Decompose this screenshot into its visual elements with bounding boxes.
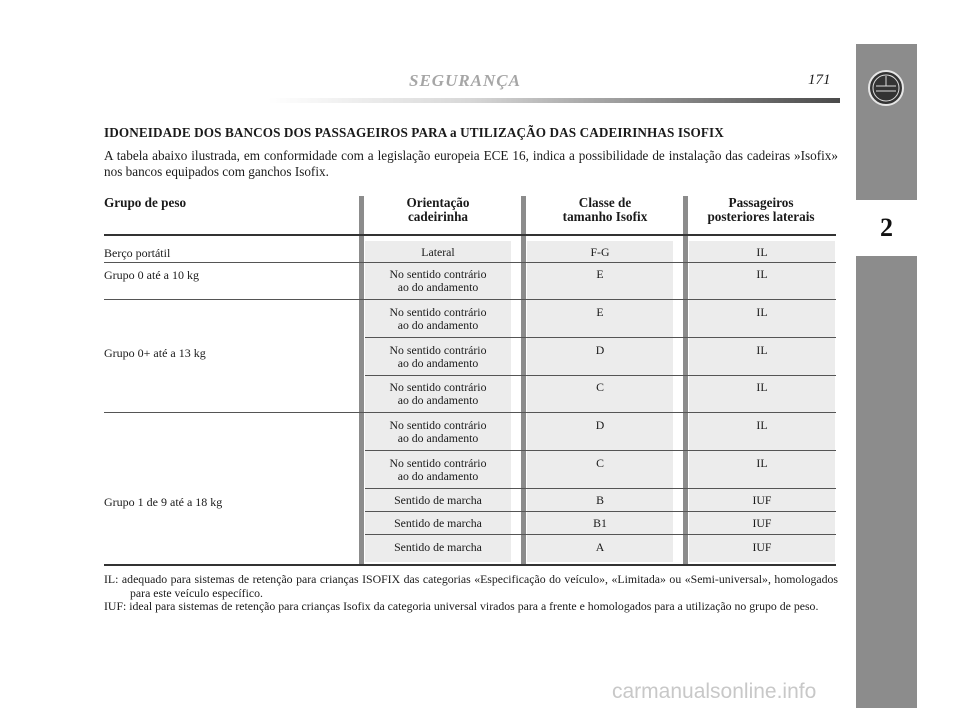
watermark: carmanualsonline.info <box>612 680 817 703</box>
orientation-line: ao do andamento <box>397 469 479 483</box>
rear-column-bg <box>689 241 835 562</box>
group-label: Grupo 0 até a 10 kg <box>104 268 199 282</box>
orientation-line: No sentido contrário <box>389 418 487 432</box>
orientation-line: ao do andamento <box>397 393 479 407</box>
header-orientation <box>368 196 508 224</box>
orientation-cell <box>365 541 511 554</box>
header-orientation-line2: cadeirinha <box>407 209 469 224</box>
intro-paragraph: A tabela abaixo ilustrada, em conformidade com a legislação europeia ECE 16, indica a possibilidade de instalação das cadeiras »Isofix» nos bancos equipados com ganchos Isofix. <box>104 148 838 179</box>
header-rule <box>268 98 840 103</box>
footnotes <box>104 573 838 614</box>
header-weight-group: Grupo de peso <box>104 195 187 210</box>
lancia-logo-icon <box>868 70 904 106</box>
orientation-line: ao do andamento <box>397 280 479 294</box>
row-divider <box>365 511 836 512</box>
orientation-cell <box>365 381 511 407</box>
page-heading: IDONEIDADE DOS BANCOS DOS PASSAGEIROS PARA a UTILIZAÇÃO DAS CADEIRINHAS ISOFIX <box>104 125 724 140</box>
size-cell: D <box>595 343 605 357</box>
size-cell: D <box>595 418 605 432</box>
orientation-cell <box>365 246 511 259</box>
header-rear-seats-line2: posteriores laterais <box>707 209 815 224</box>
section-title: SEGURANÇA <box>409 71 521 90</box>
orientation-line: No sentido contrário <box>389 305 487 319</box>
rear-cell: IL <box>756 418 768 432</box>
note-il: IL: adequado para sistemas de retenção para crianças ISOFIX das categorias «Especificação do veículo», «Limitada» ou «Semi-universal», homologados para este veículo específico. <box>104 572 838 600</box>
group-label: Grupo 1 de 9 até a 18 kg <box>104 495 223 509</box>
orientation-cell <box>365 517 511 530</box>
size-cell: B <box>596 493 604 507</box>
rear-cell: IL <box>756 343 768 357</box>
rear-cell: IL <box>756 456 768 470</box>
size-cell: C <box>596 380 604 394</box>
size-cell: C <box>596 456 604 470</box>
orientation-line: Lateral <box>421 245 455 259</box>
header-size-class <box>530 196 680 224</box>
orientation-line: ao do andamento <box>397 431 479 445</box>
row-divider <box>365 375 836 376</box>
size-cell: E <box>596 305 604 319</box>
chapter-number: 2 <box>880 213 893 242</box>
page-number: 171 <box>808 72 831 88</box>
row-divider <box>365 488 836 489</box>
chapter-number-box <box>856 200 917 256</box>
orientation-line: No sentido contrário <box>389 380 487 394</box>
orientation-cell <box>365 419 511 445</box>
size-cell: B1 <box>593 516 607 530</box>
note-iuf: IUF: ideal para sistemas de retenção para crianças Isofix da categoria universal virados para a frente e homologados para a utilização no grupo de peso. <box>104 599 819 613</box>
row-divider <box>365 450 836 451</box>
rear-cell: IL <box>756 305 768 319</box>
rear-cell: IL <box>756 380 768 394</box>
orientation-line: Sentido de marcha <box>394 493 482 507</box>
table-bottom-rule <box>104 564 836 566</box>
size-cell: F-G <box>590 245 610 259</box>
orientation-line: No sentido contrário <box>389 343 487 357</box>
orientation-cell <box>365 268 511 294</box>
chapter-tab-strip <box>856 44 917 708</box>
group-label: Berço portátil <box>104 246 171 260</box>
orientation-line: ao do andamento <box>397 356 479 370</box>
header-size-class-line1: Classe de <box>578 195 632 210</box>
rear-cell: IUF <box>752 493 772 507</box>
header-size-class-line2: tamanho Isofix <box>562 209 648 224</box>
rear-cell: IUF <box>752 516 772 530</box>
size-cell: E <box>596 267 604 281</box>
header-rear-seats-line1: Passageiros <box>728 195 794 210</box>
size-column-bg <box>527 241 673 562</box>
orientation-line: Sentido de marcha <box>394 516 482 530</box>
rear-cell: IL <box>756 245 768 259</box>
size-cell: A <box>595 540 605 554</box>
group-label: Grupo 0+ até a 13 kg <box>104 346 206 360</box>
rear-cell: IUF <box>752 540 772 554</box>
orientation-line: Sentido de marcha <box>394 540 482 554</box>
row-divider <box>104 299 836 300</box>
orientation-line: No sentido contrário <box>389 267 487 281</box>
orientation-line: ao do andamento <box>397 318 479 332</box>
row-divider <box>104 262 836 263</box>
rear-cell: IL <box>756 267 768 281</box>
row-divider <box>365 534 836 535</box>
orientation-cell <box>365 494 511 507</box>
column-separator <box>359 196 364 566</box>
orientation-line: No sentido contrário <box>389 456 487 470</box>
orientation-cell <box>365 344 511 370</box>
orientation-cell <box>365 306 511 332</box>
header-orientation-line1: Orientação <box>406 195 470 210</box>
row-divider <box>365 337 836 338</box>
orientation-cell <box>365 457 511 483</box>
row-divider <box>104 412 836 413</box>
table-header-rule <box>104 234 836 236</box>
header-rear-seats <box>686 196 836 224</box>
